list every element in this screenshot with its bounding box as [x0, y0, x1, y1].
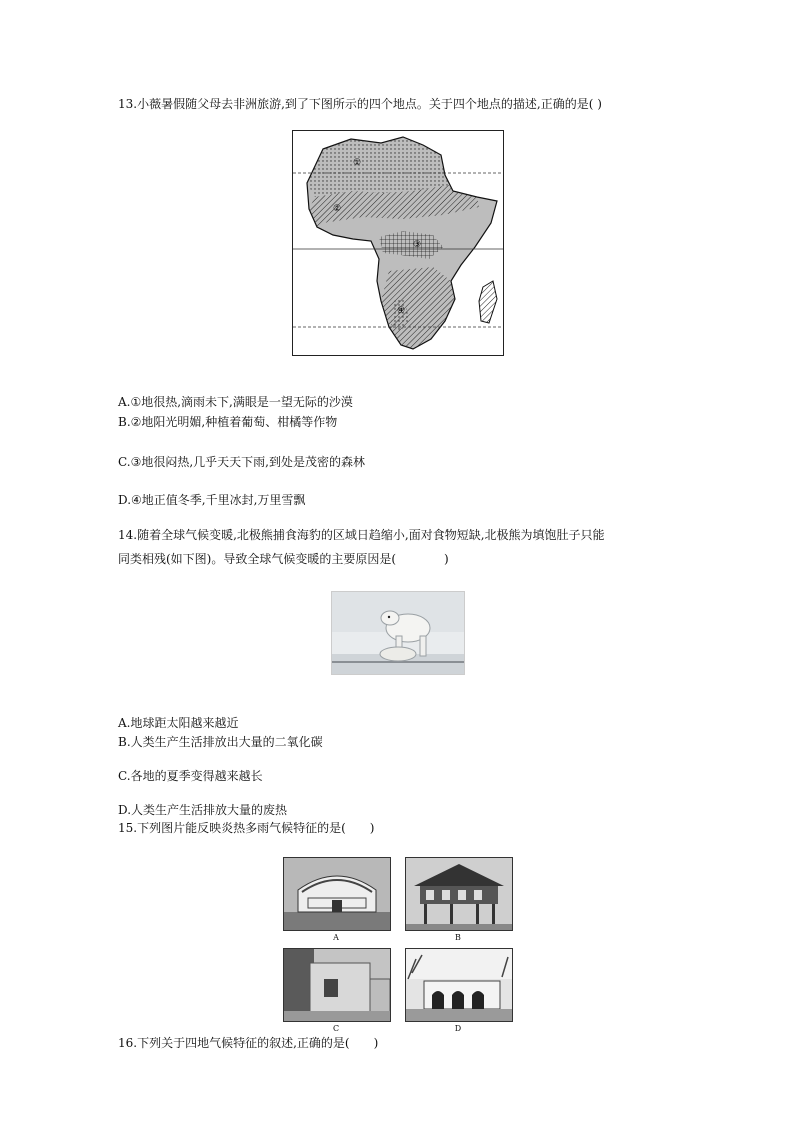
map-marker-2: ② [333, 204, 342, 214]
map-marker-1: ① [353, 158, 362, 168]
q14-stem-line1: 14.随着全球气候变暖,北极熊捕食海豹的区域日趋缩小,面对食物短缺,北极熊为填饱肚子只能 [118, 528, 605, 542]
q13-stem: 13.小薇暑假随父母去非洲旅游,到了下图所示的四个地点。关于四个地点的描述,正确的是( ) [118, 97, 602, 111]
africa-map-svg [293, 131, 503, 355]
q14-option-c[interactable]: C.各地的夏季变得越来越长 [118, 769, 263, 783]
map-marker-3: ③ [413, 240, 422, 250]
q13-option-b[interactable]: B.②地阳光明媚,种植着葡萄、柑橘等作物 [118, 415, 338, 429]
caption-a: A [333, 933, 339, 942]
q14-option-d[interactable]: D.人类生产生活排放大量的废热 [118, 803, 288, 817]
q16-stem: 16.下列关于四地气候特征的叙述,正确的是( ) [118, 1036, 379, 1050]
caption-d: D [454, 1024, 462, 1033]
caption-b: B [455, 933, 461, 942]
q13-option-c[interactable]: C.③地很闷热,几乎天天下雨,到处是茂密的森林 [118, 455, 365, 469]
polar-bear-photo [331, 591, 465, 675]
photo-a-yurt[interactable] [283, 857, 391, 931]
photo-b-stilt-house[interactable] [405, 857, 513, 931]
madagascar [479, 281, 497, 323]
q13-option-a[interactable]: A.①地很热,滴雨未下,满眼是一望无际的沙漠 [118, 395, 353, 409]
north-desert-zone [307, 137, 449, 197]
africa-climate-map [292, 130, 504, 356]
polar-bear-svg [332, 592, 464, 674]
q15-stem: 15.下列图片能反映炎热多雨气候特征的是( ) [118, 821, 375, 835]
q14-option-a[interactable]: A.地球距太阳越来越近 [118, 716, 239, 730]
photo-c-adobe-house[interactable] [283, 948, 391, 1022]
q14-option-b[interactable]: B.人类生产生活排放出大量的二氧化碳 [118, 735, 323, 749]
southern-zone [381, 267, 455, 349]
caption-c: C [332, 1024, 340, 1033]
q13-option-d[interactable]: D.④地正值冬季,千里冰封,万里雪飘 [118, 493, 306, 507]
photo-d-arched-house[interactable] [405, 948, 513, 1022]
q14-stem-line2: 同类相残(如下图)。导致全球气候变暖的主要原因是( ) [118, 552, 449, 566]
map-marker-4: ④ [397, 306, 406, 316]
